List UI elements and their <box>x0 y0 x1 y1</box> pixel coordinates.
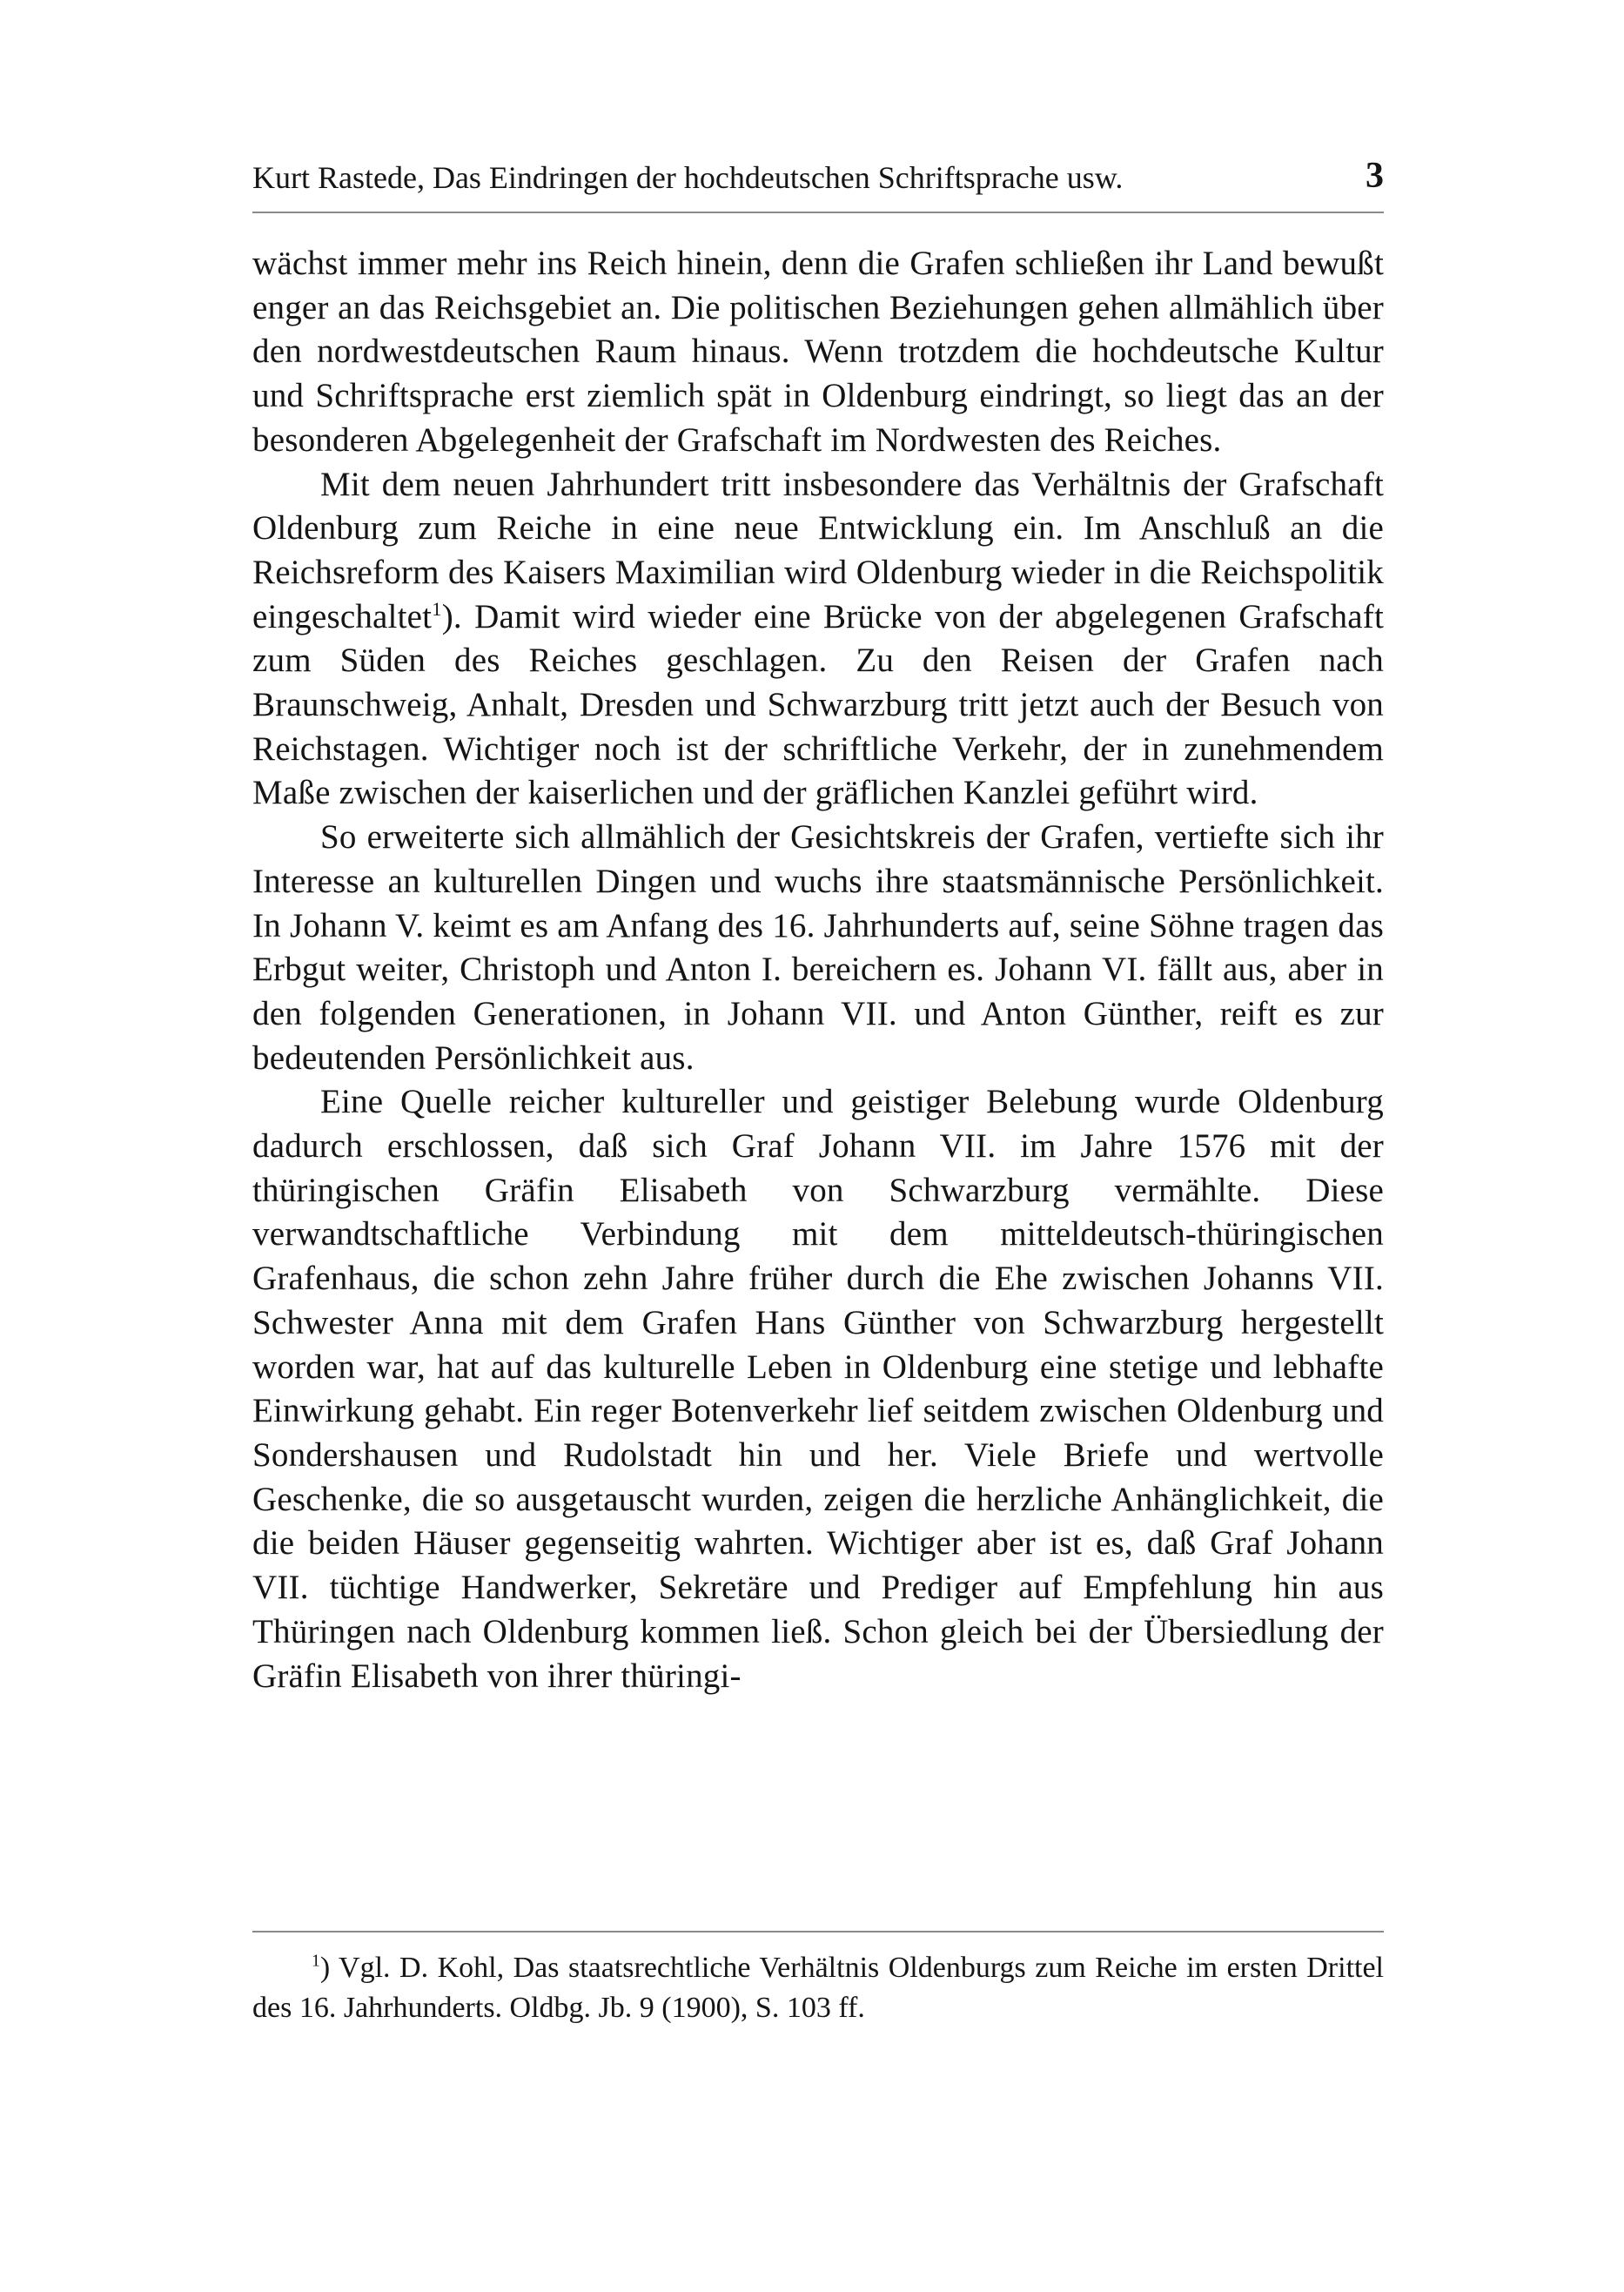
body-text <box>252 242 1384 1698</box>
paragraph-2-text-after-note: ). Damit wird wieder eine Brücke von der abgelegenen Grafschaft zum Süden des Reiches geschlagen. Zu den Reisen der Grafen nach Braunschweig, Anhalt, Dresden und Schwarzburg tritt jetzt auch der Besuch von Reichstagen. Wichtiger noch ist der schriftliche Verkehr, der in zunehmendem Maße zwischen der kaiserlichen und der gräflichen Kanzlei geführt wird. <box>252 597 1384 812</box>
paragraph-4: Eine Quelle reicher kultureller und geistiger Belebung wurde Oldenburg dadurch erschlossen, daß sich Graf Johann VII. im Jahre 1576 mit der thüringischen Gräfin Elisabeth von Schwarzburg vermählte. Diese verwandtschaftliche Verbindung mit dem mitteldeutsch-thüringischen Grafenhaus, die schon zehn Jahre früher durch die Ehe zwischen Johanns VII. Schwester Anna mit dem Grafen Hans Günther von Schwarzburg hergestellt worden war, hat auf das kulturelle Leben in Oldenburg eine stetige und lebhafte Einwirkung gehabt. Ein reger Botenverkehr lief seitdem zwischen Oldenburg und Sondershausen und Rudolstadt hin und her. Viele Briefe und wertvolle Geschenke, die so ausgetauscht wurden, zeigen die herzliche Anhänglichkeit, die die beiden Häuser gegenseitig wahrten. Wichtiger aber ist es, daß Graf Johann VII. tüchtige Handwerker, Sekretäre und Prediger auf Empfehlung hin aus Thüringen nach Oldenburg kommen ließ. Schon gleich bei der Übersiedlung der Gräfin Elisabeth von ihrer thüringi- <box>252 1083 1384 1695</box>
footnote-marker: 1 <box>312 1951 320 1971</box>
footnote <box>252 1948 1384 2028</box>
footnote-text: ) Vgl. D. Kohl, Das staatsrechtliche Verhältnis Oldenburgs zum Reiche im ersten Drittel des 16. Jahrhunderts. Oldbg. Jb. 9 (1900), S. 103 ff. <box>252 1952 1384 2024</box>
paragraph-3: So erweiterte sich allmählich der Gesichtskreis der Grafen, vertiefte sich ihr Interesse an kulturellen Dingen und wuchs ihre staatsmännische Persönlichkeit. In Johann V. keimt es am Anfang des 16. Jahrhunderts auf, seine Söhne tragen das Erbgut weiter, Christoph und Anton I. bereichern es. Johann VI. fällt aus, aber in den folgenden Generationen, in Johann VII. und Anton Günther, reift es zur bedeutenden Persönlichkeit aus. <box>252 818 1384 1077</box>
paragraph-2 <box>252 463 1384 817</box>
running-title: Kurt Rastede, Das Eindringen der hochdeutschen Schriftsprache usw. <box>252 160 1124 195</box>
header-rule <box>252 212 1384 213</box>
paragraph-2-text-before-note: Mit dem neuen Jahrhundert tritt insbesondere das Verhältnis der Grafschaft Oldenburg zum Reiche in eine neue Entwicklung ein. Im Anschluß an die Reichsreform des Kaisers Maximilian wird Oldenburg wieder in die Reichspolitik eingeschaltet <box>252 465 1384 635</box>
footnote-reference: 1 <box>432 597 442 620</box>
running-header <box>252 155 1384 200</box>
page-number: 3 <box>1366 156 1384 196</box>
paragraph-1: wächst immer mehr ins Reich hinein, denn die Grafen schließen ihr Land bewußt enger an das Reichsgebiet an. Die politischen Beziehungen gehen allmählich über den nordwestdeutschen Raum hinaus. Wenn trotzdem die hochdeutsche Kultur und Schriftsprache erst ziemlich spät in Oldenburg eindringt, so liegt das an der besonderen Abgelegenheit der Grafschaft im Nordwesten des Reiches. <box>252 245 1384 459</box>
footnote-rule <box>252 1931 1384 1932</box>
footnote-1 <box>252 1948 1384 2028</box>
